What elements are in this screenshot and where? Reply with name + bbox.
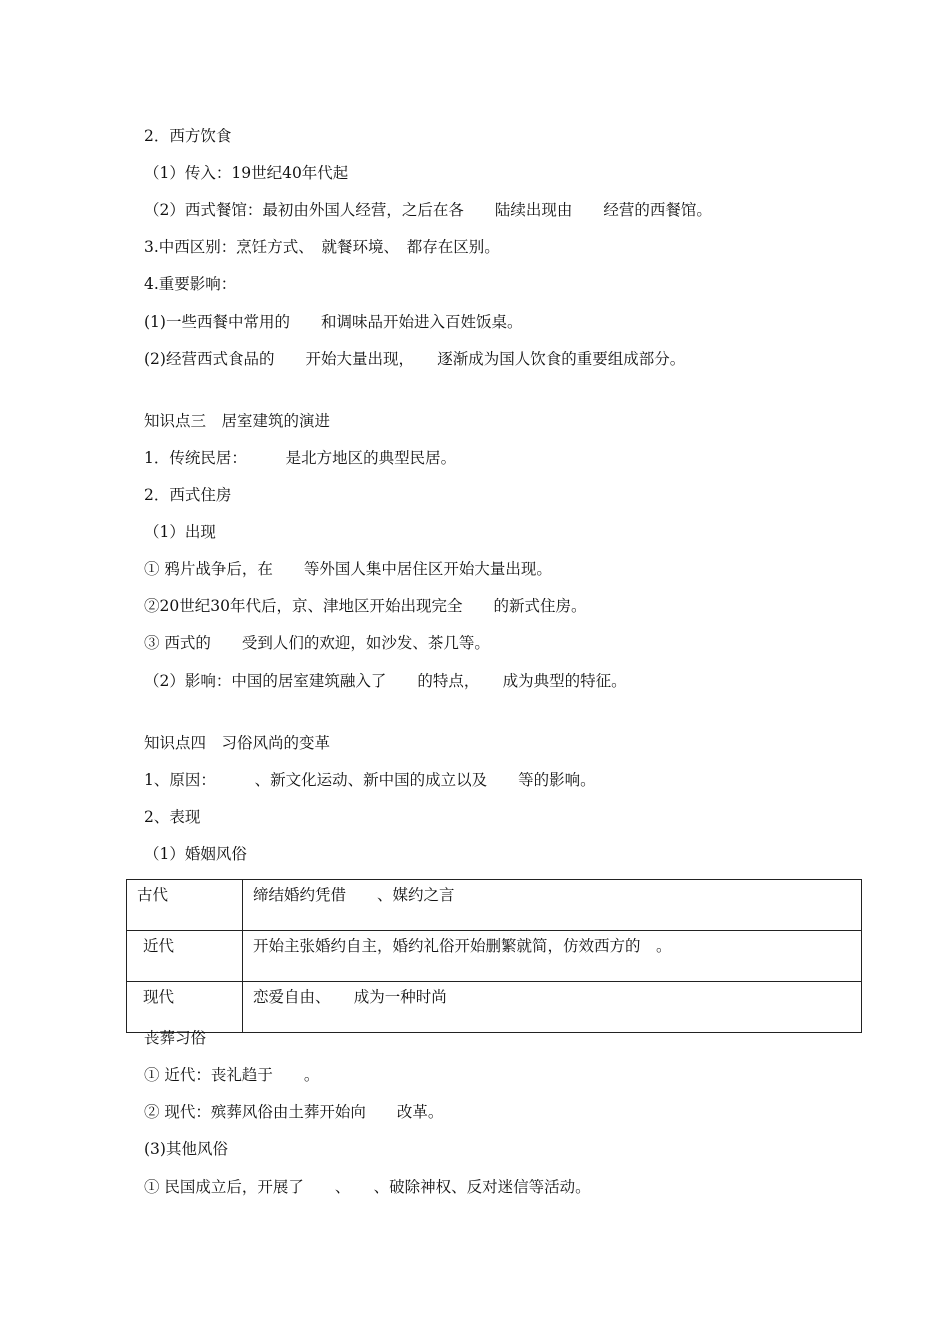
era-cell: 古代 [127, 880, 243, 931]
heading-marriage-customs: （1）婚姻风俗 [144, 845, 247, 863]
text-funeral-contemporary: ② 现代：殡葬风俗由土葬开始向 改革。 [144, 1103, 444, 1121]
content-cell: 开始主张婚约自主，婚约礼俗开始删繁就简，仿效西方的 。 [243, 931, 862, 982]
era-cell: 现代 [127, 982, 243, 1033]
heading-manifestations: 2、表现 [144, 808, 201, 826]
section-title-4: 知识点四 习俗风尚的变革 [144, 734, 331, 752]
text-causes: 1、原因： 、新文化运动、新中国的成立以及 等的影响。 [144, 771, 596, 789]
text-differences: 3.中西区别：烹饪方式、 就餐环境、 都存在区别。 [144, 238, 500, 256]
text-influence-2: (2)经营西式食品的 开始大量出现， 逐渐成为国人饮食的重要组成部分。 [144, 350, 686, 368]
heading-funeral-customs: 丧葬习俗 [144, 1029, 207, 1047]
table-row [127, 931, 862, 982]
content-cell: 缔结婚约凭借 、媒约之言 [243, 880, 862, 931]
text-influence-1: (1)一些西餐中常用的 和调味品开始进入百姓饭桌。 [144, 313, 523, 331]
text-funeral-modern-era: ① 近代：丧礼趋于 。 [144, 1066, 320, 1084]
text-housing-influence: （2）影响：中国的居室建筑融入了 的特点， 成为典型的特征。 [144, 672, 627, 690]
heading-western-housing: 2．西式住房 [144, 486, 232, 504]
heading-western-food: 2．西方饮食 [144, 127, 232, 145]
text-appearance-2: ②20世纪30年代后，京、津地区开始出现完全 的新式住房。 [144, 597, 587, 615]
table-row [127, 880, 862, 931]
text-western-restaurants: （2）西式餐馆：最初由外国人经营，之后在各 陆续出现由 经营的西餐馆。 [144, 201, 712, 219]
text-introduction: （1）传入：19世纪40年代起 [144, 164, 349, 182]
content-cell: 恋爱自由、 成为一种时尚 [243, 982, 862, 1033]
era-cell: 近代 [127, 931, 243, 982]
section-title-3: 知识点三 居室建筑的演进 [144, 412, 331, 430]
heading-other-customs: (3)其他风俗 [144, 1140, 228, 1158]
text-traditional-housing: 1．传统民居： 是北方地区的典型民居。 [144, 449, 457, 467]
marriage-customs-table [126, 879, 862, 1033]
text-appearance-1: ① 鸦片战争后，在 等外国人集中居住区开始大量出现。 [144, 560, 552, 578]
heading-appearance: （1）出现 [144, 523, 216, 541]
table-row [127, 982, 862, 1033]
text-appearance-3: ③ 西式的 受到人们的欢迎，如沙发、茶几等。 [144, 634, 490, 652]
text-other-customs-1: ① 民国成立后，开展了 、 、破除神权、反对迷信等活动。 [144, 1178, 591, 1196]
heading-influence: 4.重要影响： [144, 275, 237, 293]
